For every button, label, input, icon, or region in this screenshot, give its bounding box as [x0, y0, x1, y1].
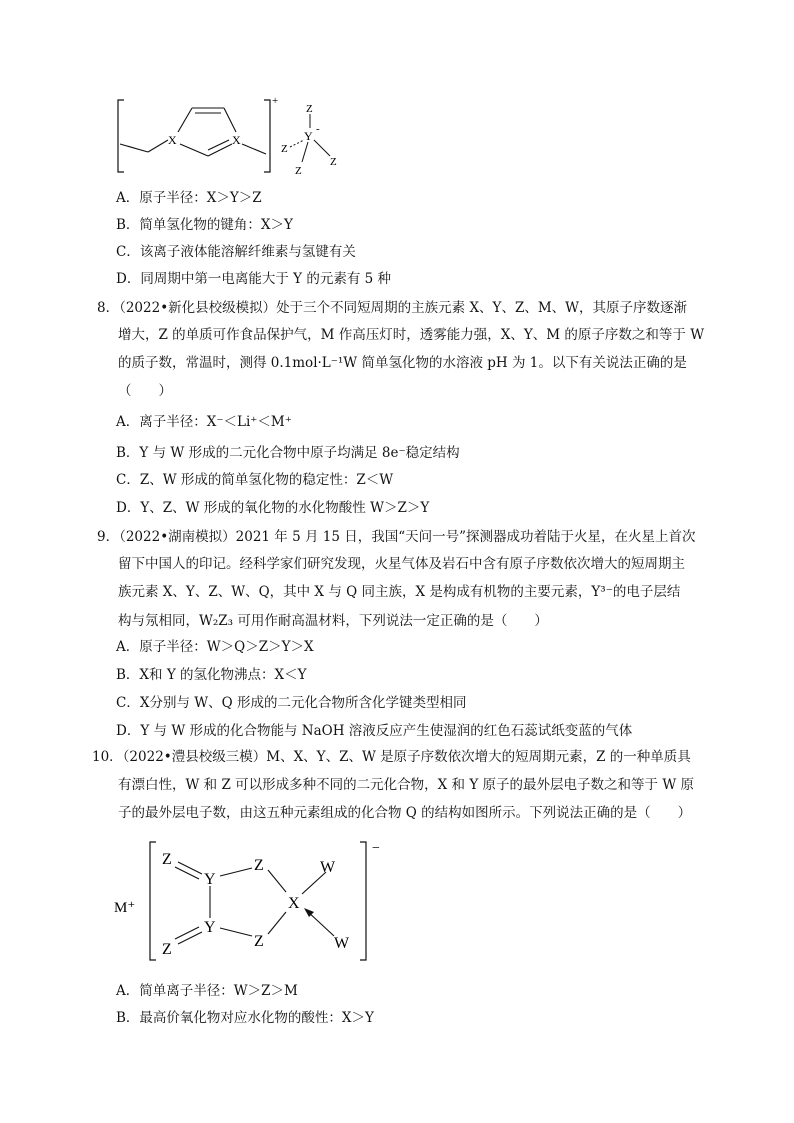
- anion-charge-2: −: [372, 841, 380, 856]
- q8-stem-line-2: 增大，Z 的单质可作食品保护气，M 作高压灯时，透雾能力强，X、Y、M 的原子序数之和等于 W: [118, 327, 705, 343]
- atom-w-top: W: [320, 859, 336, 876]
- q9-stem-line-4: 构与氖相同，W₂Z₃ 可用作耐高温材料，下列说法一定正确的是（ ）: [118, 613, 548, 629]
- q10-stem-line-2: 有漂白性，W 和 Z 可以形成多种不同的二元化合物，X 和 Y 原子的最外层电子数之和等于 W 原: [118, 777, 694, 793]
- atom-z-bottom-mid: Z: [254, 933, 264, 950]
- q10-option-b: B．最高价氧化物对应水化物的酸性：X＞Y: [116, 1010, 374, 1026]
- q8-option-a: A．离子半径：X⁻＜Li⁺＜M⁺: [116, 414, 292, 430]
- q9-option-d: D．Y 与 W 形成的化合物能与 NaOH 溶液反应产生使湿润的红色石蕊试纸变蓝的气体: [116, 723, 633, 739]
- anion-bottom-atom: Z: [295, 165, 302, 177]
- q9-stem-line-2: 留下中国人的印记。经科学家们研究发现，火星气体及岩石中含有原子序数依次增大的短周期主: [118, 556, 685, 572]
- atom-x-center: X: [288, 895, 300, 912]
- atom-z-bottom-left: Z: [162, 941, 172, 958]
- ring-atom-right: X: [232, 133, 241, 147]
- q8-option-c: C．Z、W 形成的简单氢化物的稳定性：Z＜W: [116, 472, 394, 488]
- q9-stem-line-1: 9．（2022•湖南模拟）2021 年 5 月 15 日，我国“天问一号”探测器成功着陆于火星，在火星上首次: [97, 529, 696, 545]
- anion-top-atom: Z: [306, 103, 313, 115]
- q9-stem-line-3: 族元素 X、Y、Z、W、Q，其中 X 与 Q 同主族，X 是构成有机物的主要元素，Y³⁻的电子层结: [118, 584, 681, 600]
- q10-stem-line-3: 子的最外层电子数，由这五种元素组成的化合物 Q 的结构如图所示。下列说法正确的是（ ）: [118, 805, 692, 821]
- atom-y-bottom: Y: [204, 919, 216, 936]
- ring-atom-left: X: [168, 133, 177, 147]
- q7-option-d: D．同周期中第一电离能大于 Y 的元素有 5 种: [116, 271, 391, 287]
- q7-option-a: A．原子半径：X＞Y＞Z: [116, 190, 262, 206]
- cation-label: M⁺: [114, 900, 136, 916]
- structure-diagram-2: [108, 838, 398, 968]
- q9-option-b: B．X和 Y 的氢化物沸点：X＜Y: [116, 667, 307, 683]
- atom-z-top-left: Z: [162, 851, 172, 868]
- anion-left-atom: Z: [281, 143, 288, 155]
- q8-stem-line-4: （ ）: [118, 383, 172, 399]
- q7-option-b: B．简单氢化物的键角：X＞Y: [116, 217, 293, 233]
- q9-option-c: C．X分别与 W、Q 形成的二元化合物所含化学键类型相同: [116, 695, 467, 711]
- q7-option-c: C．该离子液体能溶解纤维素与氢键有关: [116, 244, 356, 260]
- q10-stem-line-1: 10．（2022•澧县校级三模）M、X、Y、Z、W 是原子序数依次增大的短周期元素，Z 的一种单质具: [92, 749, 691, 765]
- q8-stem-line-3: 的质子数，常温时，测得 0.1mol·L⁻¹W 简单氢化物的水溶液 pH 为 1。以下有关说法正确的是: [118, 355, 687, 371]
- q8-option-d: D．Y、Z、W 形成的氧化物的水化物酸性 W＞Z＞Y: [116, 500, 430, 516]
- cation-charge: +: [272, 95, 279, 107]
- atom-w-bottom: W: [334, 935, 350, 952]
- q10-option-a: A．简单离子半径：W＞Z＞M: [116, 983, 298, 999]
- q9-option-a: A．原子半径：W＞Q＞Z＞Y＞X: [116, 639, 314, 655]
- anion-right-atom: Z: [330, 156, 337, 168]
- q8-option-b: B．Y 与 W 形成的二元化合物中原子均满足 8e⁻稳定结构: [116, 445, 460, 461]
- anion-center-atom: Y: [304, 129, 313, 143]
- q8-stem-line-1: 8．（2022•新化县校级模拟）处于三个不同短周期的主族元素 X、Y、Z、M、W，其原子序数逐渐: [97, 300, 688, 316]
- structure-diagram-1: [110, 92, 360, 182]
- atom-y-top: Y: [204, 871, 216, 888]
- anion-charge: -: [316, 123, 320, 135]
- atom-z-top-mid: Z: [254, 857, 264, 874]
